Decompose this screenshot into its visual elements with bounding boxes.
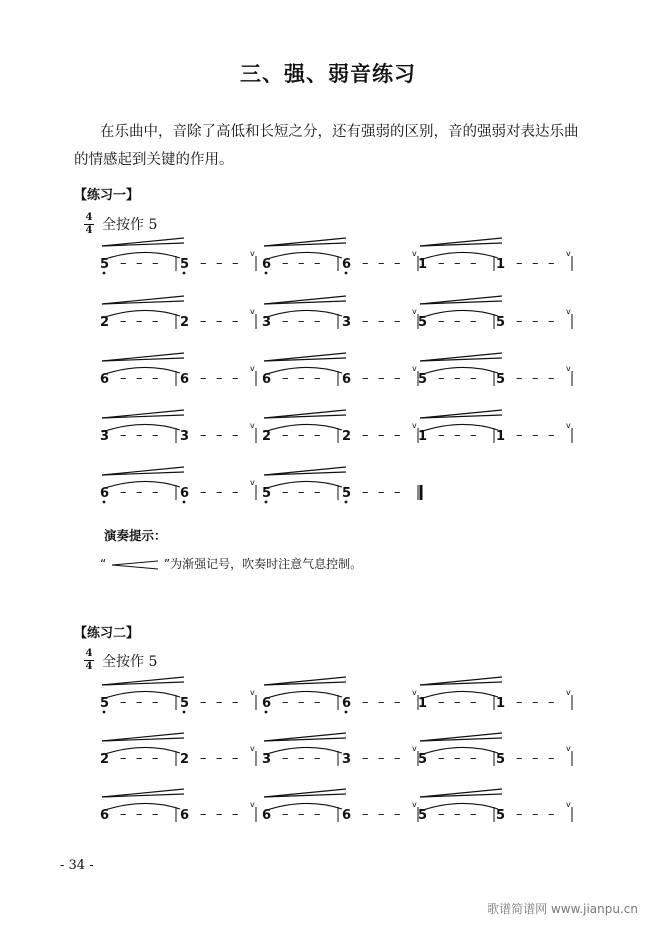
dash: – bbox=[136, 695, 143, 710]
note: 5 bbox=[418, 752, 428, 767]
page-number: - 34 - bbox=[60, 858, 94, 873]
dash: – bbox=[314, 256, 321, 271]
note: 6 bbox=[262, 696, 272, 711]
note: 3 bbox=[342, 752, 352, 767]
dash: – bbox=[216, 695, 223, 710]
dash: – bbox=[216, 751, 223, 766]
dash: – bbox=[298, 695, 305, 710]
dash: – bbox=[216, 256, 223, 271]
breath-mark-icon: v bbox=[412, 249, 417, 258]
dash: – bbox=[314, 314, 321, 329]
dash: – bbox=[548, 428, 555, 443]
dash: – bbox=[438, 807, 445, 822]
low-octave-dot bbox=[265, 711, 268, 714]
time-sig-top: 4 bbox=[85, 648, 93, 659]
note: 5 bbox=[496, 372, 506, 387]
note: 2 bbox=[262, 429, 272, 444]
dash: – bbox=[136, 314, 143, 329]
breath-mark-icon: v bbox=[412, 307, 417, 316]
dash: – bbox=[282, 807, 289, 822]
note: 1 bbox=[496, 429, 506, 444]
dash: – bbox=[216, 314, 223, 329]
dash: – bbox=[438, 428, 445, 443]
low-octave-dot bbox=[183, 711, 186, 714]
dash: – bbox=[136, 256, 143, 271]
dash: – bbox=[532, 807, 539, 822]
dash: – bbox=[298, 428, 305, 443]
dash: – bbox=[516, 807, 523, 822]
dash: – bbox=[378, 751, 385, 766]
note: 6 bbox=[262, 808, 272, 823]
breath-mark-icon: v bbox=[412, 800, 417, 809]
note: 6 bbox=[100, 486, 110, 501]
note: 1 bbox=[418, 696, 428, 711]
dash: – bbox=[314, 485, 321, 500]
dash: – bbox=[232, 751, 239, 766]
note: 6 bbox=[100, 808, 110, 823]
note: 1 bbox=[418, 429, 428, 444]
crescendo-hairpin bbox=[264, 677, 346, 685]
note: 5 bbox=[180, 696, 190, 711]
dash: – bbox=[282, 256, 289, 271]
dash: – bbox=[136, 751, 143, 766]
note: 5 bbox=[342, 486, 352, 501]
note: 2 bbox=[180, 315, 190, 330]
note: 3 bbox=[180, 429, 190, 444]
dash: – bbox=[362, 314, 369, 329]
page-title: 三、强、弱音练习 bbox=[240, 61, 416, 86]
dash: – bbox=[548, 695, 555, 710]
dash: – bbox=[378, 807, 385, 822]
dash: – bbox=[298, 314, 305, 329]
crescendo-hairpin bbox=[264, 789, 346, 797]
dash: – bbox=[200, 371, 207, 386]
key-note: 5 bbox=[148, 217, 158, 233]
breath-mark-icon: v bbox=[412, 364, 417, 373]
dash: – bbox=[454, 751, 461, 766]
dash: – bbox=[232, 485, 239, 500]
dash: – bbox=[532, 371, 539, 386]
dash: – bbox=[362, 807, 369, 822]
hint-open-quote: “ bbox=[100, 557, 107, 571]
note: 5 bbox=[262, 486, 272, 501]
dash: – bbox=[470, 256, 477, 271]
dash: – bbox=[232, 314, 239, 329]
note: 2 bbox=[180, 752, 190, 767]
dash: – bbox=[378, 428, 385, 443]
dash: – bbox=[314, 428, 321, 443]
dash: – bbox=[282, 751, 289, 766]
dash: – bbox=[362, 371, 369, 386]
dash: – bbox=[298, 751, 305, 766]
dash: – bbox=[200, 256, 207, 271]
breath-mark-icon: v bbox=[412, 421, 417, 430]
breath-mark-icon: v bbox=[250, 800, 255, 809]
dash: – bbox=[378, 371, 385, 386]
dash: – bbox=[298, 371, 305, 386]
dash: – bbox=[216, 371, 223, 386]
dash: – bbox=[136, 428, 143, 443]
dash: – bbox=[200, 751, 207, 766]
dash: – bbox=[438, 314, 445, 329]
performance-hint-title: 演奏提示： bbox=[104, 528, 167, 543]
dash: – bbox=[532, 428, 539, 443]
note: 3 bbox=[342, 315, 352, 330]
breath-mark-icon: v bbox=[566, 307, 571, 316]
breath-mark-icon: v bbox=[412, 744, 417, 753]
note: 5 bbox=[418, 808, 428, 823]
dash: – bbox=[438, 256, 445, 271]
breath-mark-icon: v bbox=[566, 688, 571, 697]
dash: – bbox=[394, 314, 401, 329]
breath-mark-icon: v bbox=[250, 421, 255, 430]
dash: – bbox=[152, 807, 159, 822]
dash: – bbox=[454, 371, 461, 386]
note: 6 bbox=[342, 257, 352, 272]
dash: – bbox=[200, 485, 207, 500]
hint-rest: ”为渐强记号，吹奏时注意气息控制。 bbox=[163, 557, 363, 571]
dash: – bbox=[314, 371, 321, 386]
breath-mark-icon: v bbox=[250, 364, 255, 373]
dash: – bbox=[282, 371, 289, 386]
dash: – bbox=[120, 751, 127, 766]
note: 2 bbox=[342, 429, 352, 444]
dash: – bbox=[362, 428, 369, 443]
dash: – bbox=[378, 256, 385, 271]
breath-mark-icon: v bbox=[566, 744, 571, 753]
note: 5 bbox=[418, 315, 428, 330]
dash: – bbox=[216, 485, 223, 500]
dash: – bbox=[298, 256, 305, 271]
intro-line-1: 在乐曲中，音除了高低和长短之分，还有强弱的区别，音的强弱对表达乐曲 bbox=[100, 124, 579, 140]
dash: – bbox=[454, 314, 461, 329]
dash: – bbox=[282, 695, 289, 710]
dash: – bbox=[516, 256, 523, 271]
dash: – bbox=[362, 485, 369, 500]
dash: – bbox=[394, 485, 401, 500]
dash: – bbox=[378, 314, 385, 329]
note: 5 bbox=[100, 257, 110, 272]
note: 6 bbox=[262, 372, 272, 387]
exercise-2-label: 【练习二】 bbox=[74, 626, 140, 641]
dash: – bbox=[548, 256, 555, 271]
crescendo-hairpin bbox=[420, 789, 502, 797]
dash: – bbox=[394, 256, 401, 271]
note: 6 bbox=[342, 808, 352, 823]
key-text: 全按作 bbox=[102, 654, 144, 670]
note: 2 bbox=[100, 752, 110, 767]
dash: – bbox=[394, 807, 401, 822]
note: 5 bbox=[100, 696, 110, 711]
breath-mark-icon: v bbox=[566, 800, 571, 809]
time-sig-bottom: 4 bbox=[85, 661, 93, 672]
dash: – bbox=[532, 695, 539, 710]
breath-mark-icon: v bbox=[250, 307, 255, 316]
dash: – bbox=[362, 256, 369, 271]
low-octave-dot bbox=[103, 711, 106, 714]
dash: – bbox=[454, 695, 461, 710]
dash: – bbox=[532, 314, 539, 329]
intro-line-2: 的情感起到关键的作用。 bbox=[74, 152, 234, 168]
dash: – bbox=[362, 751, 369, 766]
dash: – bbox=[120, 428, 127, 443]
dash: – bbox=[378, 695, 385, 710]
note: 3 bbox=[262, 315, 272, 330]
dash: – bbox=[136, 807, 143, 822]
time-sig-top: 4 bbox=[85, 212, 93, 223]
dash: – bbox=[232, 428, 239, 443]
note: 5 bbox=[180, 257, 190, 272]
dash: – bbox=[548, 371, 555, 386]
dash: – bbox=[438, 695, 445, 710]
note: 6 bbox=[180, 486, 190, 501]
dash: – bbox=[516, 314, 523, 329]
dash: – bbox=[216, 428, 223, 443]
dash: – bbox=[232, 695, 239, 710]
dash: – bbox=[216, 807, 223, 822]
crescendo-hairpin bbox=[420, 677, 502, 685]
dash: – bbox=[200, 314, 207, 329]
note: 6 bbox=[100, 372, 110, 387]
dash: – bbox=[314, 807, 321, 822]
dash: – bbox=[136, 485, 143, 500]
dash: – bbox=[152, 256, 159, 271]
crescendo-hairpin bbox=[102, 733, 184, 741]
dash: – bbox=[200, 695, 207, 710]
note: 6 bbox=[262, 257, 272, 272]
dash: – bbox=[548, 751, 555, 766]
note: 6 bbox=[180, 372, 190, 387]
dash: – bbox=[152, 371, 159, 386]
dash: – bbox=[532, 751, 539, 766]
crescendo-hairpin bbox=[264, 733, 346, 741]
note: 3 bbox=[100, 429, 110, 444]
note: 1 bbox=[496, 696, 506, 711]
note: 1 bbox=[418, 257, 428, 272]
dash: – bbox=[362, 695, 369, 710]
dash: – bbox=[314, 751, 321, 766]
dash: – bbox=[470, 807, 477, 822]
dash: – bbox=[454, 428, 461, 443]
dash: – bbox=[152, 428, 159, 443]
dash: – bbox=[282, 314, 289, 329]
breath-mark-icon: v bbox=[566, 364, 571, 373]
dash: – bbox=[470, 371, 477, 386]
dash: – bbox=[470, 314, 477, 329]
note: 2 bbox=[100, 315, 110, 330]
dash: – bbox=[470, 751, 477, 766]
note: 6 bbox=[180, 808, 190, 823]
dash: – bbox=[152, 485, 159, 500]
dash: – bbox=[516, 371, 523, 386]
dash: – bbox=[298, 485, 305, 500]
note: 5 bbox=[496, 752, 506, 767]
dash: – bbox=[200, 428, 207, 443]
note: 3 bbox=[262, 752, 272, 767]
dash: – bbox=[152, 751, 159, 766]
breath-mark-icon: v bbox=[250, 744, 255, 753]
breath-mark-icon: v bbox=[566, 421, 571, 430]
dash: – bbox=[438, 751, 445, 766]
low-octave-dot bbox=[345, 711, 348, 714]
dash: – bbox=[232, 256, 239, 271]
dash: – bbox=[516, 751, 523, 766]
dash: – bbox=[232, 371, 239, 386]
key-note: 5 bbox=[148, 654, 158, 670]
dash: – bbox=[120, 314, 127, 329]
dash: – bbox=[282, 428, 289, 443]
dash: – bbox=[136, 371, 143, 386]
breath-mark-icon: v bbox=[250, 478, 255, 487]
dash: – bbox=[394, 751, 401, 766]
dash: – bbox=[394, 428, 401, 443]
breath-mark-icon: v bbox=[566, 249, 571, 258]
dash: – bbox=[532, 256, 539, 271]
dash: – bbox=[516, 695, 523, 710]
dash: – bbox=[200, 807, 207, 822]
dash: – bbox=[470, 695, 477, 710]
dash: – bbox=[120, 256, 127, 271]
dash: – bbox=[120, 485, 127, 500]
dash: – bbox=[120, 807, 127, 822]
watermark: 歌谱简谱网 www.jianpu.cn bbox=[487, 902, 638, 916]
crescendo-hairpin bbox=[420, 733, 502, 741]
dash: – bbox=[516, 428, 523, 443]
dash: – bbox=[438, 371, 445, 386]
dash: – bbox=[378, 485, 385, 500]
exercise-1-label: 【练习一】 bbox=[74, 188, 140, 203]
dash: – bbox=[548, 807, 555, 822]
note: 6 bbox=[342, 372, 352, 387]
dash: – bbox=[282, 485, 289, 500]
breath-mark-icon: v bbox=[412, 688, 417, 697]
breath-mark-icon: v bbox=[250, 688, 255, 697]
note: 6 bbox=[342, 696, 352, 711]
crescendo-hairpin bbox=[102, 677, 184, 685]
dash: – bbox=[120, 371, 127, 386]
note: 5 bbox=[496, 315, 506, 330]
dash: – bbox=[548, 314, 555, 329]
key-text: 全按作 bbox=[102, 217, 144, 233]
dash: – bbox=[152, 695, 159, 710]
dash: – bbox=[298, 807, 305, 822]
note: 1 bbox=[496, 257, 506, 272]
breath-mark-icon: v bbox=[250, 249, 255, 258]
dash: – bbox=[314, 695, 321, 710]
dash: – bbox=[394, 695, 401, 710]
dash: – bbox=[152, 314, 159, 329]
dash: – bbox=[232, 807, 239, 822]
dash: – bbox=[394, 371, 401, 386]
dash: – bbox=[454, 807, 461, 822]
dash: – bbox=[120, 695, 127, 710]
crescendo-hairpin bbox=[102, 789, 184, 797]
time-sig-bottom: 4 bbox=[85, 225, 93, 236]
note: 5 bbox=[418, 372, 428, 387]
note: 5 bbox=[496, 808, 506, 823]
dash: – bbox=[470, 428, 477, 443]
dash: – bbox=[454, 256, 461, 271]
